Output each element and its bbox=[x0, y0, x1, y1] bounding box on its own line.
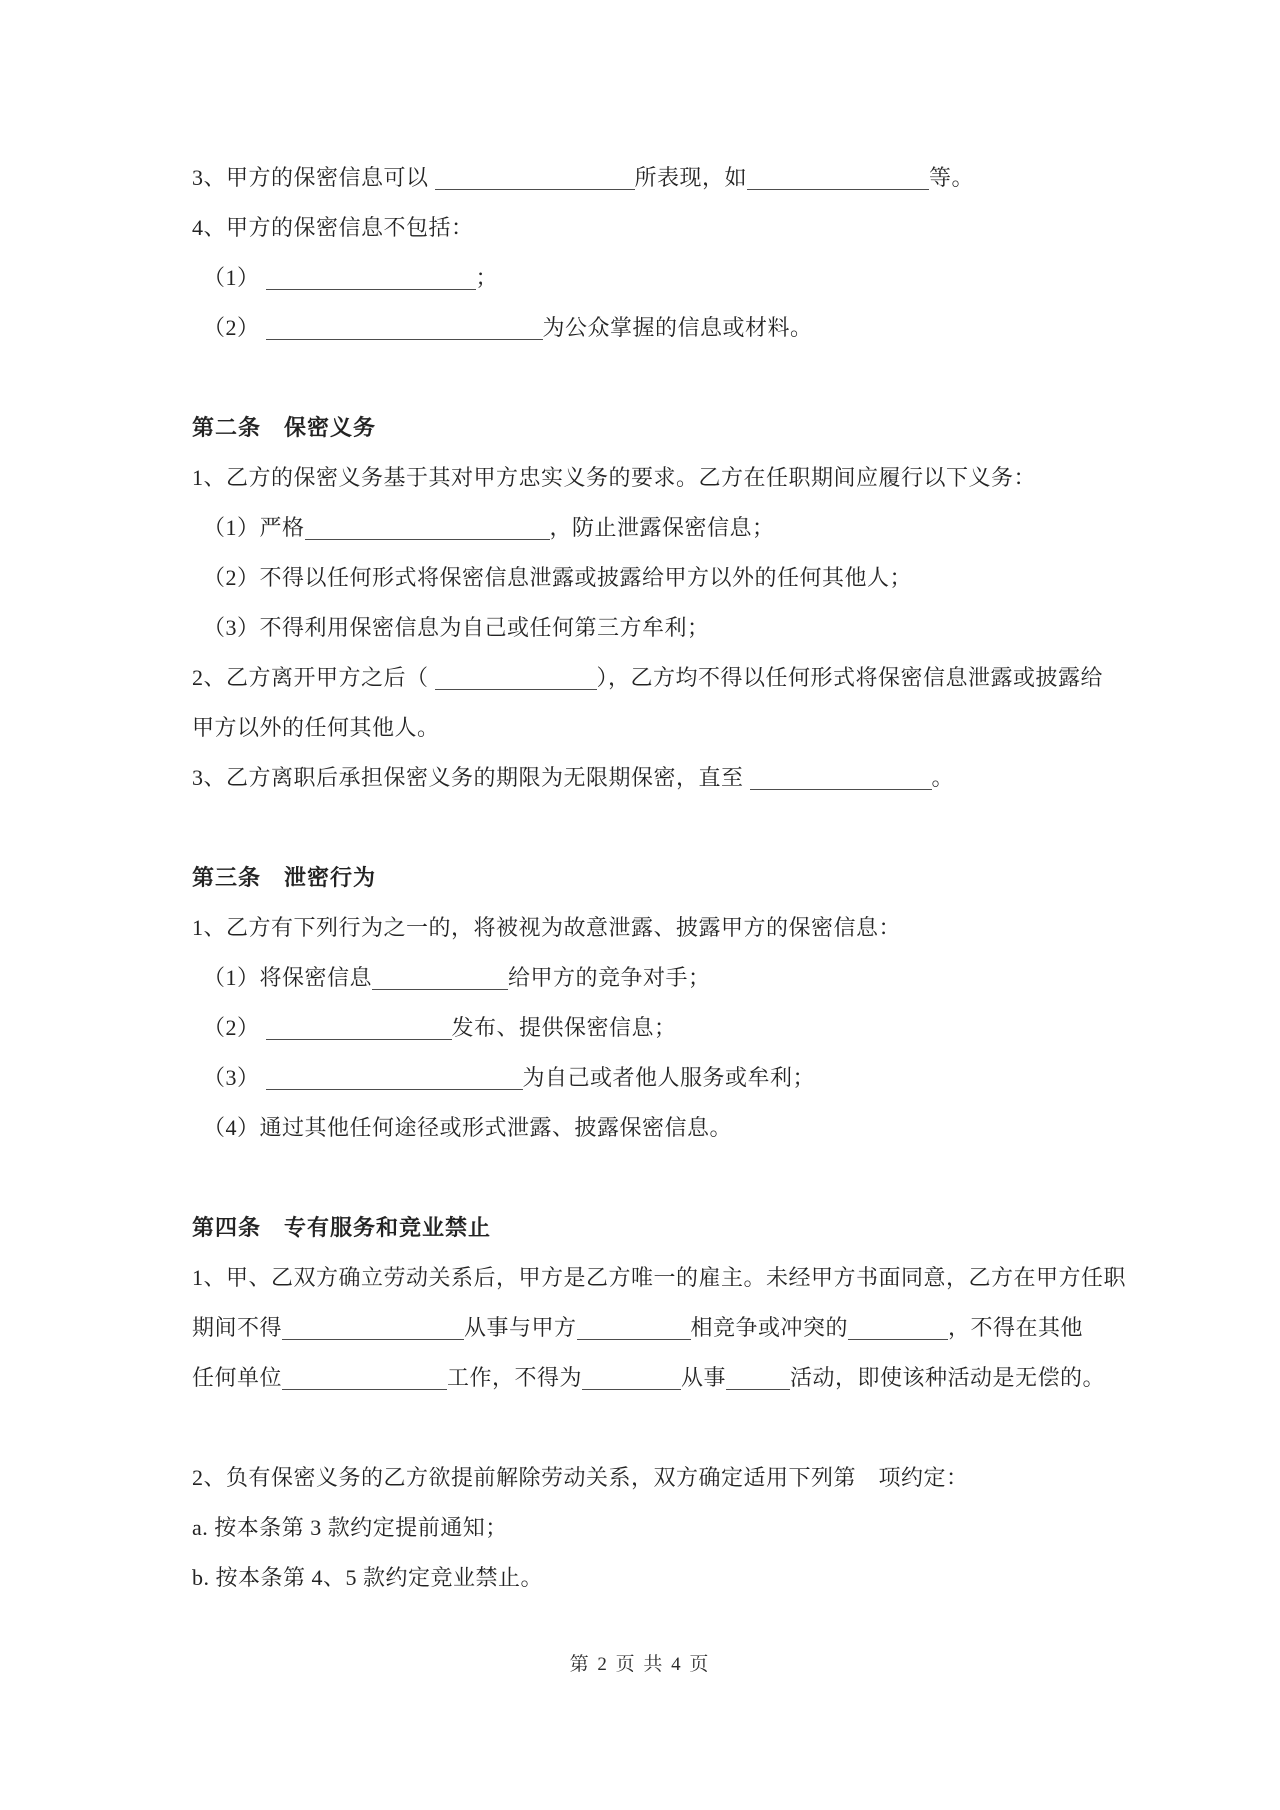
section-3-para-1-sub-2 bbox=[192, 1003, 1122, 1053]
s4-l3-seg4: 活动，即使该种活动是无偿的。 bbox=[790, 1365, 1106, 1390]
page-number-footer: 第 2 页 共 4 页 bbox=[569, 1654, 711, 1675]
s2-para-3-end: 。 bbox=[931, 765, 955, 790]
section-2-para-1-sub-2: （2）不得以任何形式将保密信息泄露或披露给甲方以外的任何其他人； bbox=[203, 565, 913, 590]
blank-disclose-way-3 bbox=[266, 1067, 523, 1090]
s3-sub-1-pre: （1）将保密信息 bbox=[203, 965, 373, 990]
s2-para-2-end: ），乙方均不得以任何形式将保密信息泄露或披露给 bbox=[596, 665, 1104, 690]
section-4-para-1-line-2 bbox=[192, 1303, 1122, 1353]
s4-l2-seg3: 相竞争或冲突的 bbox=[690, 1315, 849, 1340]
clause-1-item-3-pre: 3、甲方的保密信息可以 bbox=[192, 165, 435, 190]
blank-until-condition bbox=[750, 767, 932, 790]
item-4-sub-1-pre: （1） bbox=[203, 265, 266, 290]
blank-exclusion-1 bbox=[266, 267, 476, 290]
clause-1-item-4-sub-1 bbox=[192, 253, 1122, 303]
section-4-para-1-line-1: 1、甲、乙双方确立劳动关系后，甲方是乙方唯一的雇主。未经甲方书面同意，乙方在甲方任职 bbox=[192, 1265, 1127, 1290]
section-4-para-2-option-b: b. 按本条第 4、5 款约定竞业禁止。 bbox=[192, 1565, 544, 1590]
item-4-sub-2-pre: （2） bbox=[203, 315, 266, 340]
section-2-title: 第二条 保密义务 bbox=[192, 415, 377, 440]
document-page bbox=[192, 0, 1127, 1603]
s2-sub-1-pre: （1）严格 bbox=[203, 515, 305, 540]
section-2-para-1-sub-3: （3）不得利用保密信息为自己或任何第三方牟利； bbox=[203, 615, 710, 640]
s4-l3-seg2: 工作，不得为 bbox=[447, 1365, 583, 1390]
s3-sub-3-pre: （3） bbox=[203, 1065, 266, 1090]
section-3-para-1-sub-4: （4）通过其他任何途径或形式泄露、披露保密信息。 bbox=[203, 1115, 733, 1140]
s2-sub-1-end: ，防止泄露保密信息； bbox=[549, 515, 775, 540]
blank-info-example bbox=[747, 167, 929, 190]
blank-disclose-way-2 bbox=[266, 1017, 452, 1040]
section-3-para-1-sub-1 bbox=[192, 953, 1122, 1003]
section-2-para-2-line-2: 甲方以外的任何其他人。 bbox=[192, 715, 440, 740]
blank-strict-keep bbox=[305, 517, 550, 540]
section-3-title: 第三条 泄密行为 bbox=[192, 865, 377, 890]
blank-leave-period bbox=[435, 667, 597, 690]
clause-1-item-3 bbox=[192, 153, 1122, 203]
item-4-sub-1-end: ； bbox=[475, 265, 499, 290]
s4-l2-seg2: 从事与甲方 bbox=[464, 1315, 577, 1340]
clause-1-item-3-end: 等。 bbox=[929, 165, 975, 190]
section-3-para-1: 1、乙方有下列行为之一的，将被视为故意泄露、披露甲方的保密信息： bbox=[192, 915, 902, 940]
s4-l2-seg4: ，不得在其他 bbox=[948, 1315, 1084, 1340]
s4-l3-seg1: 任何单位 bbox=[192, 1365, 283, 1390]
s3-sub-3-end: 为自己或者他人服务或牟利； bbox=[522, 1065, 816, 1090]
blank-noncompete-5 bbox=[582, 1367, 681, 1390]
blank-info-form bbox=[435, 167, 635, 190]
blank-noncompete-3 bbox=[848, 1317, 948, 1340]
item-4-sub-2-end: 为公众掌握的信息或材料。 bbox=[542, 315, 813, 340]
s4-l2-seg1: 期间不得 bbox=[192, 1315, 283, 1340]
section-2-para-2-line-1 bbox=[192, 653, 1122, 703]
blank-noncompete-6 bbox=[726, 1367, 790, 1390]
section-3-para-1-sub-3 bbox=[192, 1053, 1122, 1103]
s3-sub-2-end: 发布、提供保密信息； bbox=[451, 1015, 677, 1040]
s2-para-3-pre: 3、乙方离职后承担保密义务的期限为无限期保密，直至 bbox=[192, 765, 750, 790]
s3-sub-1-end: 给甲方的竞争对手； bbox=[508, 965, 711, 990]
section-4-para-1-line-3 bbox=[192, 1353, 1122, 1403]
s3-sub-2-pre: （2） bbox=[203, 1015, 266, 1040]
clause-1-item-4: 4、甲方的保密信息不包括： bbox=[192, 215, 474, 240]
section-2-para-1-sub-1 bbox=[192, 503, 1122, 553]
blank-exclusion-2 bbox=[266, 317, 543, 340]
section-4-para-2-option-a: a. 按本条第 3 款约定提前通知； bbox=[192, 1515, 508, 1540]
s2-para-2-pre: 2、乙方离开甲方之后（ bbox=[192, 665, 435, 690]
blank-noncompete-1 bbox=[282, 1317, 464, 1340]
clause-1-item-3-mid: 所表现，如 bbox=[634, 165, 748, 190]
section-2-para-3 bbox=[192, 753, 1122, 803]
section-4-para-2: 2、负有保密义务的乙方欲提前解除劳动关系，双方确定适用下列第 项约定： bbox=[192, 1465, 969, 1490]
section-2-para-1: 1、乙方的保密义务基于其对甲方忠实义务的要求。乙方在任职期间应履行以下义务： bbox=[192, 465, 1037, 490]
blank-noncompete-2 bbox=[577, 1317, 691, 1340]
blank-noncompete-4 bbox=[282, 1367, 447, 1390]
s4-l3-seg3: 从事 bbox=[681, 1365, 727, 1390]
section-4-title: 第四条 专有服务和竞业禁止 bbox=[192, 1215, 492, 1240]
clause-1-item-4-sub-2 bbox=[192, 303, 1122, 353]
blank-disclose-way-1 bbox=[372, 967, 508, 990]
